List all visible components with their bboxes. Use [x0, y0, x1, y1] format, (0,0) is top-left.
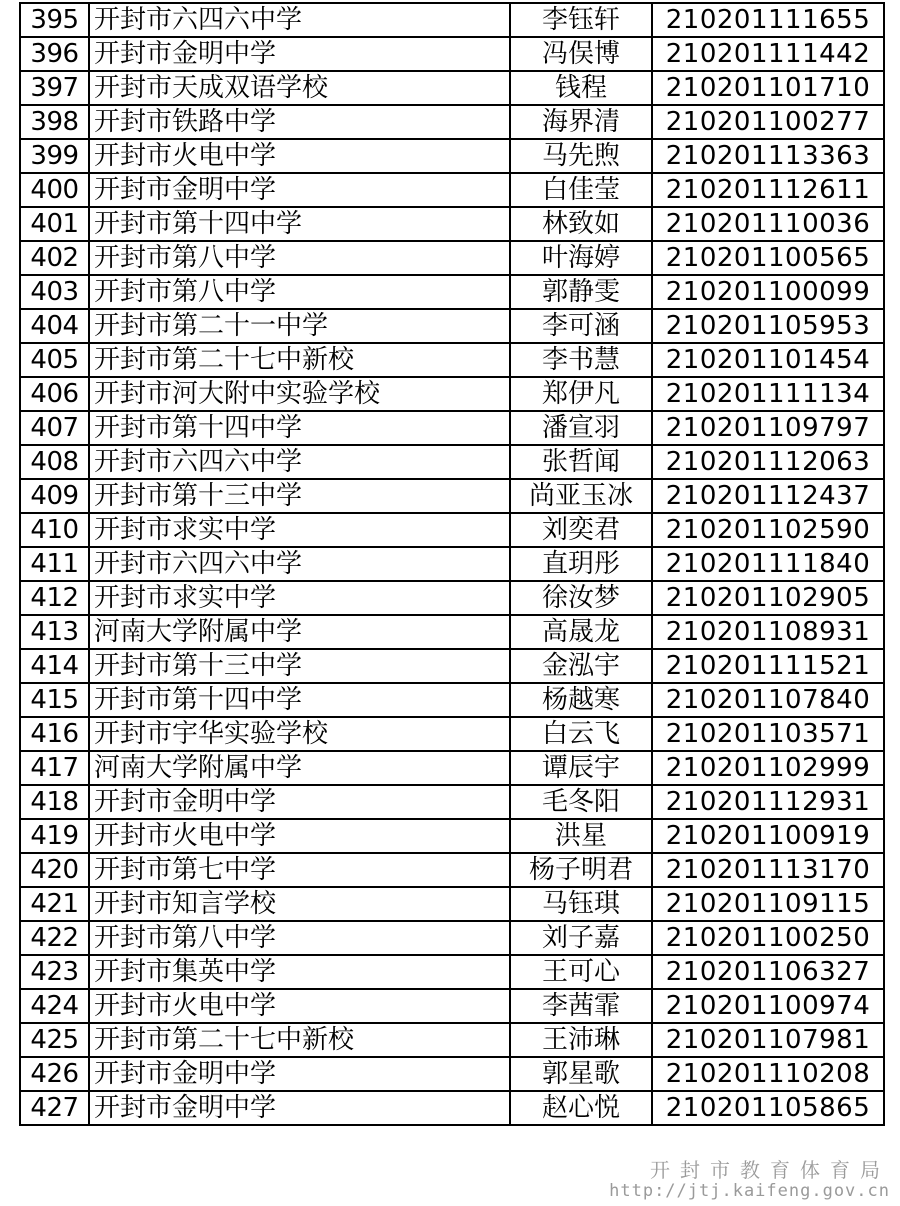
table-row [20, 513, 884, 547]
student-name-cell: 杨子明君 [510, 853, 652, 887]
student-name-cell: 郭静雯 [510, 275, 652, 309]
row-number-cell: 395 [20, 3, 89, 37]
table-row [20, 71, 884, 105]
school-cell: 开封市天成双语学校 [89, 71, 510, 105]
student-name-cell: 刘子嘉 [510, 921, 652, 955]
table-row [20, 105, 884, 139]
exam-id-cell: 210201109797 [652, 411, 884, 445]
student-name-cell: 郭星歌 [510, 1057, 652, 1091]
school-cell: 开封市第十三中学 [89, 649, 510, 683]
row-number-cell: 407 [20, 411, 89, 445]
row-number-cell: 422 [20, 921, 89, 955]
school-cell: 开封市金明中学 [89, 785, 510, 819]
student-name-cell: 李书慧 [510, 343, 652, 377]
row-number-cell: 414 [20, 649, 89, 683]
exam-id-cell: 210201105865 [652, 1091, 884, 1125]
watermark-text: 开封市教育体育局 [650, 1158, 890, 1183]
row-number-cell: 404 [20, 309, 89, 343]
school-cell: 开封市求实中学 [89, 581, 510, 615]
school-cell: 开封市求实中学 [89, 513, 510, 547]
school-cell: 开封市第八中学 [89, 921, 510, 955]
exam-id-cell: 210201113363 [652, 139, 884, 173]
row-number-cell: 405 [20, 343, 89, 377]
table-row [20, 207, 884, 241]
student-name-cell: 白云飞 [510, 717, 652, 751]
exam-id-cell: 210201108931 [652, 615, 884, 649]
student-name-cell: 郑伊凡 [510, 377, 652, 411]
exam-id-cell: 210201111134 [652, 377, 884, 411]
school-cell: 开封市金明中学 [89, 1057, 510, 1091]
row-number-cell: 401 [20, 207, 89, 241]
exam-id-cell: 210201110036 [652, 207, 884, 241]
watermark [609, 1159, 890, 1202]
row-number-cell: 400 [20, 173, 89, 207]
table-row [20, 785, 884, 819]
student-name-cell: 刘奕君 [510, 513, 652, 547]
school-cell: 开封市第二十一中学 [89, 309, 510, 343]
student-name-cell: 金泓宇 [510, 649, 652, 683]
student-name-cell: 马先煦 [510, 139, 652, 173]
row-number-cell: 416 [20, 717, 89, 751]
school-cell: 开封市第二十七中新校 [89, 343, 510, 377]
exam-id-cell: 210201112931 [652, 785, 884, 819]
exam-id-cell: 210201100277 [652, 105, 884, 139]
table-row [20, 343, 884, 377]
table-row [20, 479, 884, 513]
table-row [20, 955, 884, 989]
school-cell: 开封市第二十七中新校 [89, 1023, 510, 1057]
exam-id-cell: 210201112063 [652, 445, 884, 479]
exam-id-cell: 210201107981 [652, 1023, 884, 1057]
school-cell: 开封市金明中学 [89, 1091, 510, 1125]
school-cell: 开封市火电中学 [89, 819, 510, 853]
table-row [20, 445, 884, 479]
exam-id-cell: 210201100565 [652, 241, 884, 275]
row-number-cell: 425 [20, 1023, 89, 1057]
exam-id-cell: 210201100099 [652, 275, 884, 309]
row-number-cell: 410 [20, 513, 89, 547]
row-number-cell: 399 [20, 139, 89, 173]
table-row [20, 139, 884, 173]
exam-id-cell: 210201100919 [652, 819, 884, 853]
student-list-table [19, 2, 885, 1126]
school-cell: 开封市第十三中学 [89, 479, 510, 513]
row-number-cell: 420 [20, 853, 89, 887]
student-name-cell: 白佳莹 [510, 173, 652, 207]
exam-id-cell: 210201100250 [652, 921, 884, 955]
row-number-cell: 398 [20, 105, 89, 139]
row-number-cell: 409 [20, 479, 89, 513]
student-name-cell: 冯俣博 [510, 37, 652, 71]
row-number-cell: 418 [20, 785, 89, 819]
student-name-cell: 林致如 [510, 207, 652, 241]
exam-id-cell: 210201111442 [652, 37, 884, 71]
table-row [20, 411, 884, 445]
table-row [20, 683, 884, 717]
table-row [20, 1023, 884, 1057]
school-cell: 开封市第十四中学 [89, 411, 510, 445]
row-number-cell: 412 [20, 581, 89, 615]
student-name-cell: 李钰轩 [510, 3, 652, 37]
exam-id-cell: 210201102590 [652, 513, 884, 547]
school-cell: 开封市火电中学 [89, 139, 510, 173]
row-number-cell: 421 [20, 887, 89, 921]
school-cell: 河南大学附属中学 [89, 751, 510, 785]
school-cell: 开封市宇华实验学校 [89, 717, 510, 751]
school-cell: 开封市金明中学 [89, 173, 510, 207]
student-name-cell: 叶海婷 [510, 241, 652, 275]
exam-id-cell: 210201101710 [652, 71, 884, 105]
table-row [20, 37, 884, 71]
school-cell: 开封市六四六中学 [89, 3, 510, 37]
row-number-cell: 417 [20, 751, 89, 785]
student-name-cell: 李可涵 [510, 309, 652, 343]
student-name-cell: 赵心悦 [510, 1091, 652, 1125]
row-number-cell: 408 [20, 445, 89, 479]
exam-id-cell: 210201100974 [652, 989, 884, 1023]
row-number-cell: 423 [20, 955, 89, 989]
school-cell: 开封市知言学校 [89, 887, 510, 921]
student-name-cell: 洪星 [510, 819, 652, 853]
row-number-cell: 406 [20, 377, 89, 411]
exam-id-cell: 210201102999 [652, 751, 884, 785]
student-name-cell: 直玥彤 [510, 547, 652, 581]
school-cell: 开封市第十四中学 [89, 683, 510, 717]
school-cell: 开封市第八中学 [89, 275, 510, 309]
school-cell: 河南大学附属中学 [89, 615, 510, 649]
exam-id-cell: 210201102905 [652, 581, 884, 615]
school-cell: 开封市火电中学 [89, 989, 510, 1023]
table-row [20, 1091, 884, 1125]
table-row [20, 615, 884, 649]
row-number-cell: 427 [20, 1091, 89, 1125]
student-name-cell: 徐汝梦 [510, 581, 652, 615]
row-number-cell: 411 [20, 547, 89, 581]
school-cell: 开封市六四六中学 [89, 547, 510, 581]
school-cell: 开封市第十四中学 [89, 207, 510, 241]
table-row [20, 377, 884, 411]
student-list-body [20, 3, 884, 1125]
school-cell: 开封市六四六中学 [89, 445, 510, 479]
table-row [20, 173, 884, 207]
table-row [20, 751, 884, 785]
row-number-cell: 402 [20, 241, 89, 275]
student-name-cell: 海界清 [510, 105, 652, 139]
table-row [20, 989, 884, 1023]
row-number-cell: 403 [20, 275, 89, 309]
exam-id-cell: 210201113170 [652, 853, 884, 887]
table-row [20, 921, 884, 955]
student-name-cell: 李茜霏 [510, 989, 652, 1023]
exam-id-cell: 210201110208 [652, 1057, 884, 1091]
student-name-cell: 王可心 [510, 955, 652, 989]
student-name-cell: 谭辰宇 [510, 751, 652, 785]
student-name-cell: 杨越寒 [510, 683, 652, 717]
row-number-cell: 419 [20, 819, 89, 853]
row-number-cell: 415 [20, 683, 89, 717]
row-number-cell: 396 [20, 37, 89, 71]
row-number-cell: 397 [20, 71, 89, 105]
student-name-cell: 毛冬阳 [510, 785, 652, 819]
student-name-cell: 王沛琳 [510, 1023, 652, 1057]
exam-id-cell: 210201103571 [652, 717, 884, 751]
exam-id-cell: 210201107840 [652, 683, 884, 717]
exam-id-cell: 210201106327 [652, 955, 884, 989]
table-row [20, 1057, 884, 1091]
school-cell: 开封市第七中学 [89, 853, 510, 887]
row-number-cell: 413 [20, 615, 89, 649]
student-name-cell: 张哲闻 [510, 445, 652, 479]
table-row [20, 887, 884, 921]
exam-id-cell: 210201112437 [652, 479, 884, 513]
exam-id-cell: 210201105953 [652, 309, 884, 343]
row-number-cell: 426 [20, 1057, 89, 1091]
exam-id-cell: 210201109115 [652, 887, 884, 921]
watermark-url: http://jtj.kaifeng.gov.cn [609, 1181, 890, 1202]
table-row [20, 649, 884, 683]
exam-id-cell: 210201111840 [652, 547, 884, 581]
school-cell: 开封市铁路中学 [89, 105, 510, 139]
table-row [20, 717, 884, 751]
table-row [20, 3, 884, 37]
table-row [20, 581, 884, 615]
table-row [20, 309, 884, 343]
exam-id-cell: 210201111521 [652, 649, 884, 683]
table-row [20, 547, 884, 581]
table-row [20, 853, 884, 887]
row-number-cell: 424 [20, 989, 89, 1023]
student-name-cell: 尚亚玉冰 [510, 479, 652, 513]
student-name-cell: 马钰琪 [510, 887, 652, 921]
student-name-cell: 潘宣羽 [510, 411, 652, 445]
exam-id-cell: 210201111655 [652, 3, 884, 37]
school-cell: 开封市第八中学 [89, 241, 510, 275]
table-row [20, 819, 884, 853]
student-name-cell: 高晟龙 [510, 615, 652, 649]
student-name-cell: 钱程 [510, 71, 652, 105]
exam-id-cell: 210201112611 [652, 173, 884, 207]
school-cell: 开封市金明中学 [89, 37, 510, 71]
exam-id-cell: 210201101454 [652, 343, 884, 377]
table-row [20, 275, 884, 309]
school-cell: 开封市集英中学 [89, 955, 510, 989]
table-row [20, 241, 884, 275]
school-cell: 开封市河大附中实验学校 [89, 377, 510, 411]
